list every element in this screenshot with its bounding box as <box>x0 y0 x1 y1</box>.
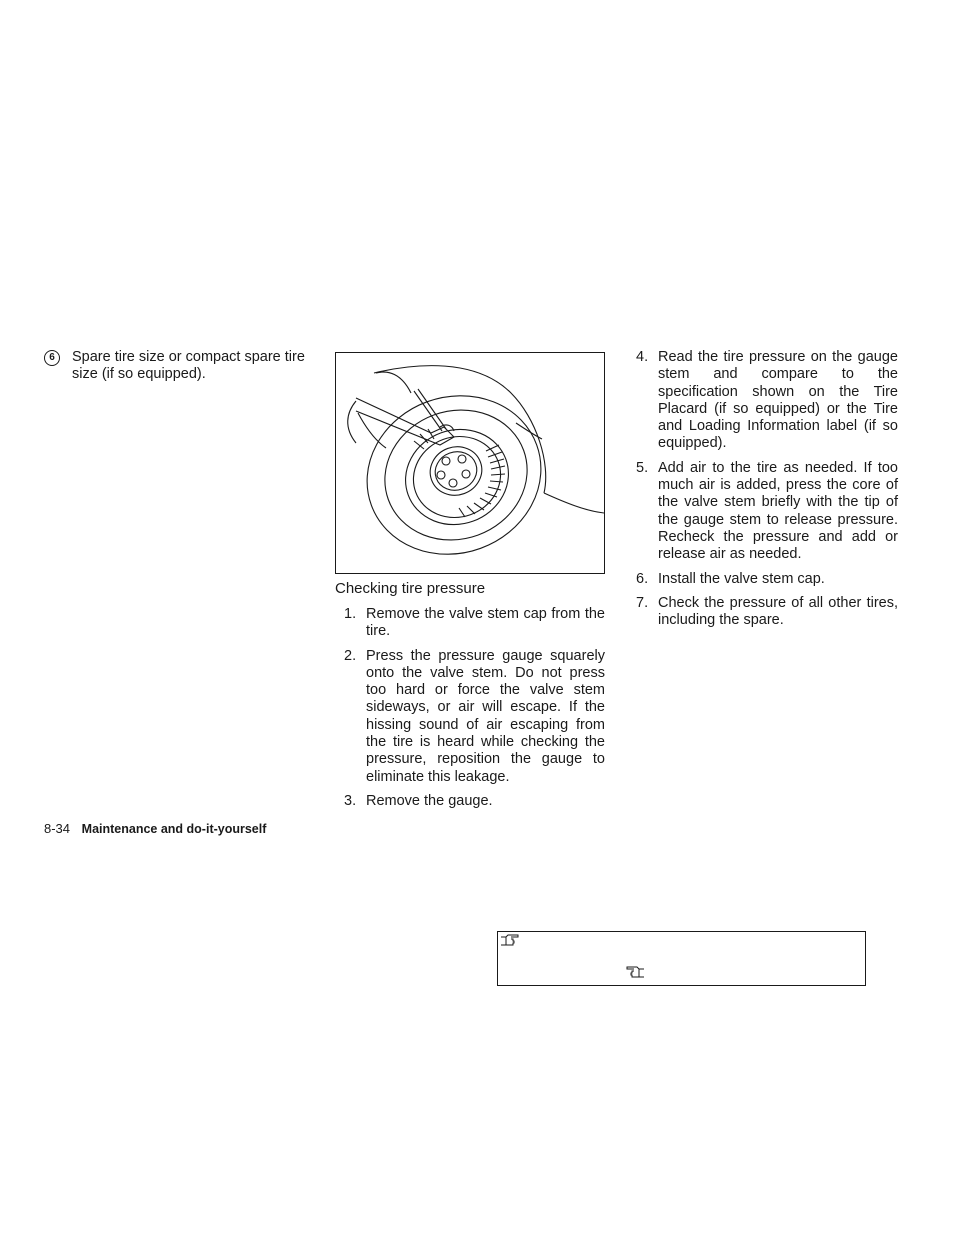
step-text: Remove the valve stem cap from the tire. <box>366 606 605 640</box>
tire-pressure-illustration <box>335 352 605 574</box>
step-item <box>335 606 605 641</box>
left-column <box>44 349 316 384</box>
step-text: Check the pressure of all other tires, including the spare. <box>658 594 898 629</box>
step-item <box>632 349 898 453</box>
step-text: Press the pressure gauge squarely onto the valve stem. Do not press too hard or force the valve stem sideways, or air will escape. If the hissing sound of air escaping from the tire is heard while checking the pressure, reposition the gauge to eliminate this leakage. <box>366 647 605 785</box>
step-item <box>632 595 898 630</box>
pointing-hand-left-icon[interactable] <box>625 965 645 984</box>
step-item <box>335 648 605 786</box>
page-number: 8-34 <box>44 821 71 836</box>
step-text: Remove the gauge. <box>366 792 493 809</box>
steps-list-middle <box>335 606 605 810</box>
spare-tire-item <box>44 349 316 384</box>
pointing-hand-right-icon[interactable] <box>500 933 520 952</box>
step-number: 3. <box>344 792 357 809</box>
step-text: Install the valve stem cap. <box>658 570 825 587</box>
item-number-badge: 6 <box>44 350 60 366</box>
steps-list-right <box>632 349 898 629</box>
step-number: 6. <box>636 570 649 587</box>
step-item <box>335 793 605 810</box>
step-text: Read the tire pressure on the gauge stem and compare to the specification shown on the Tire Placard (if so equipped) or the Tire and Loading Information label (if so equipped). <box>658 349 898 452</box>
step-number: 7. <box>636 594 649 611</box>
step-number: 4. <box>636 349 649 365</box>
figure-caption: Checking tire pressure <box>335 580 486 597</box>
page-footer <box>44 821 266 836</box>
middle-column <box>335 352 605 817</box>
step-text: Add air to the tire as needed. If too much air is added, press the core of the valve stem briefly with the tip of the gauge stem to release pressure. Recheck the pressure and add or release air as needed. <box>658 459 898 563</box>
spare-tire-item-text: Spare tire size or compact spare tire size (if so equipped). <box>72 349 305 383</box>
step-item <box>632 571 898 588</box>
section-title: Maintenance and do-it-yourself <box>81 822 267 836</box>
step-number: 5. <box>636 459 649 476</box>
right-column <box>632 349 898 636</box>
page-navigation-box <box>497 931 866 986</box>
step-number: 2. <box>344 647 357 664</box>
step-number: 1. <box>344 606 357 622</box>
step-item <box>632 460 898 564</box>
tire-gauge-drawing <box>336 353 604 573</box>
